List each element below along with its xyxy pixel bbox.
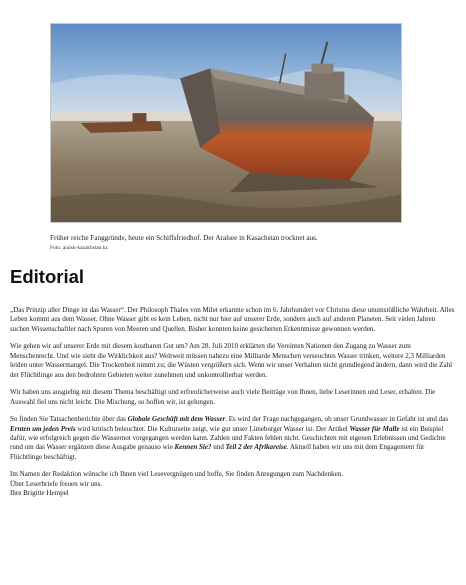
editorial-body — [10, 306, 456, 507]
closing-paragraph — [10, 470, 456, 498]
shipwreck-photo — [50, 23, 402, 223]
paragraph-4-text-3: wird kritisch beleuchtet. Die Kulturseite zeigt, wie gut unser Lüneburger Wasser ist. Der Artikel — [75, 424, 350, 433]
article-title-ernten: Ernten um jeden Preis — [10, 424, 76, 433]
paragraph-1: „Das Prinzip aller Dinge ist das Wasser“. Der Philosoph Thales von Milet erkannte schon im 6. Jahrhundert vor Christus diese unumstößliche Wahrheit. Alles Leben kommt aus dem Wasser. Ohne Wasser gibt es kein Leben, nicht nur hier auf unserer Erde, sondern auch auf anderen Planeten. Seit vielen Jahren suchen Wissenschaftler nach Spuren von Meeren und Quellen. Bisher konnten keine gesicherten Erkenntnisse gewonnen werden. — [10, 306, 455, 333]
paragraph-4-text-4: ist ein Beispiel dafür, wie erfolgreich gegen die Wassernot vorgegangen werden kann. Zahlen und Fakten fehlen nicht. Geschichten mit eigenen Erlebnissen und Gedichte rund um das Wasser ergänzen diese Ausgabe genauso wie — [10, 424, 446, 452]
paragraph-4-text-5: und — [211, 443, 226, 452]
article-title-globales-geschaeft: Globale Geschäft mit dem Wasser — [127, 415, 226, 424]
article-title-afrikareise: Teil 2 der Afrikareise — [225, 443, 287, 452]
photo-credit: Foto: aralsk-kazakhstan.kz — [50, 245, 108, 251]
photo-caption: Früher reiche Fanggründe, heute ein Schiffsfriedhof. Der Aralsee in Kasachstan trocknet aus. — [50, 234, 318, 242]
closing-line-1: Im Namen der Redaktion wünsche ich Ihnen viel Lesevergnügen und hoffe, Sie finden Anregungen zum Nachdenken. — [10, 470, 343, 479]
signature: Ihre Brigitte Hempel — [10, 489, 69, 498]
page-title: Editorial — [10, 266, 85, 287]
paragraph-4 — [10, 415, 456, 462]
closing-line-2: Über Leserbriefe freuen wir uns. — [10, 479, 103, 488]
paragraph-4-text-6: . Aktuell haben wir uns mit dem Engagement für Flüchtlinge beschäftigt. — [10, 443, 425, 461]
shipwreck-illustration — [51, 24, 401, 222]
article-title-kennen-sie: Kennen Sie? — [174, 443, 212, 452]
article-title-wasser-fuer-malle: Wasser für Malle — [349, 424, 400, 433]
paragraph-2: Wie gehen wir auf unserer Erde mit diesem kostbaren Gut um? Am 28. Juli 2010 erklärten die Vereinten Nationen den Zugang zu Wasser zum Menschenrecht. Und wie sieht die Wirklichkeit aus? Weltweit müssen nahezu eine Milliarde Menschen verseuchtes Wasser trinken, weitere 2,3 Milliarden leiden unter Wassermangel. Die Trockenheit nimmt zu; die Wüsten vergrößern sich. Wenn wir unser Verhalten nicht grundlegend ändern, dann wird die Zahl der Flüchtlinge aus den bedrohten Gebieten weiter zunehmen und unkontrollierbar werden. — [10, 342, 453, 379]
paragraph-4-text-2: . Es wird der Frage nachgegangen, ob unser Grundwasser in Gefahr ist und das — [225, 415, 449, 424]
paragraph-3: Wir haben uns ausgiebig mit diesem Thema beschäftigt und erfreulicherweise auch viele Beiträge von Ihnen, liebe Leserinnen und Leser, erhalten. Die Auswahl fiel uns nicht leicht. Die Mischung, so hoffen wir, ist gelungen. — [10, 388, 436, 406]
paragraph-4-text-1: So finden Sie Tatsachenberichte über das — [10, 415, 128, 424]
